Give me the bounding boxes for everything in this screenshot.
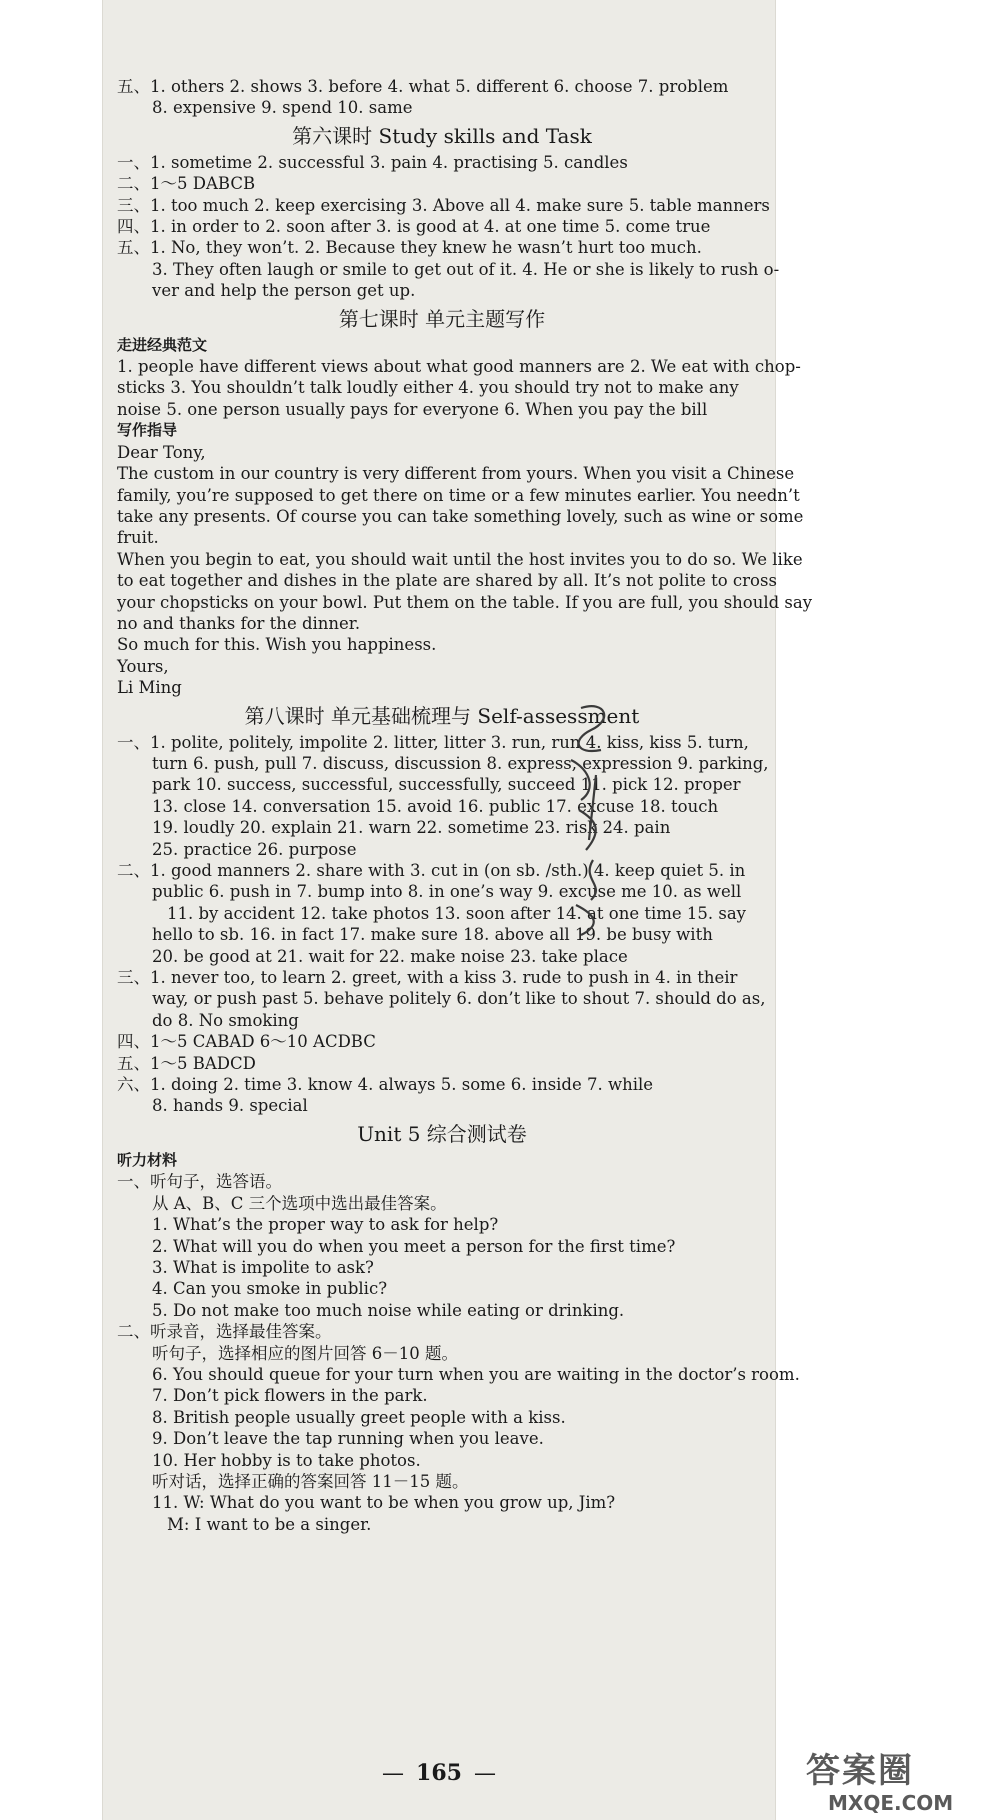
text-line: 一、1. polite, politely, impolite 2. litter, litter 3. run, run 4. kiss, kiss 5. turn, bbox=[117, 732, 749, 752]
text-line: 三、1. too much 2. keep exercising 3. Above all 4. make sure 5. table manners bbox=[117, 195, 770, 215]
text-line: public 6. push in 7. bump into 8. in one’s way 9. excuse me 10. as well bbox=[152, 882, 742, 902]
text-line: 11. W: What do you want to be when you grow up, Jim? bbox=[152, 1493, 616, 1513]
text-line: 3. They often laugh or smile to get out of it. 4. He or she is likely to rush o- bbox=[152, 259, 780, 279]
watermark-logo bbox=[766, 1744, 996, 1816]
sub-heading: 写作指导 bbox=[117, 421, 178, 440]
text-line: 五、1～5 BADCD bbox=[117, 1053, 256, 1073]
section-heading: 第六课时 Study skills and Task bbox=[292, 123, 592, 148]
text-line: 7. Don’t pick flowers in the park. bbox=[152, 1386, 428, 1406]
text-line: 4. Can you smoke in public? bbox=[152, 1279, 388, 1299]
text-line: 四、1～5 CABAD 6～10 ACDBC bbox=[117, 1032, 376, 1052]
page-number: — 165 — bbox=[382, 1760, 496, 1786]
text-line: family, you’re supposed to get there on time or a few minutes earlier. You needn’t bbox=[117, 485, 800, 505]
text-line: 二、听录音，选择最佳答案。 bbox=[117, 1322, 332, 1342]
text-line: The custom in our country is very different from yours. When you visit a Chinese bbox=[117, 464, 795, 484]
section-heading: 第八课时 单元基础梳理与 Self-assessment bbox=[244, 703, 640, 728]
text-line: your chopsticks on your bowl. Put them on the table. If you are full, you should say bbox=[117, 592, 813, 612]
text-line: do 8. No smoking bbox=[152, 1010, 299, 1030]
text-line: M: I want to be a singer. bbox=[167, 1514, 372, 1534]
text-line: noise 5. one person usually pays for everyone 6. When you pay the bill bbox=[117, 399, 708, 419]
text-line: take any presents. Of course you can take something lovely, such as wine or some bbox=[117, 506, 804, 526]
text-line: no and thanks for the dinner. bbox=[117, 613, 361, 633]
text-line: 10. Her hobby is to take photos. bbox=[152, 1450, 421, 1470]
text-line: 听对话，选择正确的答案回答 11－15 题。 bbox=[152, 1471, 469, 1491]
text-line: So much for this. Wish you happiness. bbox=[117, 635, 437, 655]
text-line: Dear Tony, bbox=[117, 442, 206, 462]
text-line: sticks 3. You shouldn’t talk loudly either 4. you should try not to make any bbox=[117, 378, 739, 398]
text-line: 20. be good at 21. wait for 22. make noise 23. take place bbox=[152, 946, 628, 966]
text-line: When you begin to eat, you should wait until the host invites you to do so. We like bbox=[117, 549, 803, 569]
text-line: 5. Do not make too much noise while eating or drinking. bbox=[152, 1300, 625, 1320]
text-line: 8. British people usually greet people with a kiss. bbox=[152, 1407, 566, 1427]
text-line: 11. by accident 12. take photos 13. soon after 14. at one time 15. say bbox=[167, 903, 747, 923]
text-line: 听句子，选择相应的图片回答 6－10 题。 bbox=[152, 1343, 458, 1363]
section-heading: 第七课时 单元主题写作 bbox=[338, 306, 546, 331]
text-line: 1. What’s the proper way to ask for help? bbox=[152, 1215, 499, 1235]
text-line: 三、1. never too, to learn 2. greet, with a kiss 3. rude to push in 4. in their bbox=[117, 968, 738, 988]
svg-text:MXQE.COM: MXQE.COM bbox=[828, 1791, 954, 1815]
text-line: 6. You should queue for your turn when you are waiting in the doctor’s room. bbox=[152, 1364, 800, 1384]
text-line: park 10. success, successful, successfully, succeed 11. pick 12. proper bbox=[152, 775, 741, 795]
text-line: 9. Don’t leave the tap running when you leave. bbox=[152, 1429, 544, 1449]
text-line: 二、1. good manners 2. share with 3. cut in (on sb. /sth.) 4. keep quiet 5. in bbox=[117, 861, 746, 880]
sub-heading: 听力材料 bbox=[117, 1150, 178, 1169]
text-line: to eat together and dishes in the plate are shared by all. It’s not polite to cross bbox=[117, 571, 777, 591]
text-line: turn 6. push, pull 7. discuss, discussion 8. express, expression 9. parking, bbox=[152, 753, 769, 773]
text-line: 2. What will you do when you meet a person for the first time? bbox=[152, 1236, 676, 1256]
text-line: 五、1. No, they won’t. 2. Because they knew he wasn’t hurt too much. bbox=[117, 238, 702, 258]
text-line: 8. hands 9. special bbox=[152, 1096, 308, 1116]
text-line: 一、听句子，选答语。 bbox=[117, 1172, 282, 1192]
text-line: hello to sb. 16. in fact 17. make sure 18. above all 19. be busy with bbox=[152, 925, 713, 945]
sub-heading: 走进经典范文 bbox=[117, 335, 208, 354]
text-line: 1. people have different views about what good manners are 2. We eat with chop- bbox=[117, 357, 801, 377]
section-heading: Unit 5 综合测试卷 bbox=[357, 1121, 527, 1146]
text-line: 3. What is impolite to ask? bbox=[152, 1257, 374, 1277]
book-page bbox=[103, 0, 813, 1820]
text-line: 一、1. sometime 2. successful 3. pain 4. practising 5. candles bbox=[117, 152, 628, 172]
text-line: Li Ming bbox=[117, 678, 182, 698]
text-line: 13. close 14. conversation 15. avoid 16. public 17. excuse 18. touch bbox=[152, 796, 719, 816]
text-line: 四、1. in order to 2. soon after 3. is good at 4. at one time 5. come true bbox=[117, 217, 711, 237]
text-line: 19. loudly 20. explain 21. warn 22. sometime 23. risk 24. pain bbox=[152, 818, 671, 838]
text-line: fruit. bbox=[117, 528, 159, 548]
text-line: ver and help the person get up. bbox=[152, 281, 416, 301]
text-line: 8. expensive 9. spend 10. same bbox=[152, 98, 413, 118]
text-line: 从 A、B、C 三个选项中选出最佳答案。 bbox=[152, 1193, 447, 1213]
text-line: way, or push past 5. behave politely 6. don’t like to shout 7. should do as, bbox=[152, 989, 766, 1009]
text-line: 五、1. others 2. shows 3. before 4. what 5. different 6. choose 7. problem bbox=[117, 77, 729, 96]
text-line: 六、1. doing 2. time 3. know 4. always 5. some 6. inside 7. while bbox=[117, 1075, 654, 1095]
text-line: Yours, bbox=[117, 656, 169, 676]
answer-text-body bbox=[117, 76, 813, 1535]
text-line: 25. practice 26. purpose bbox=[152, 839, 357, 859]
text-line: 二、1～5 DABCB bbox=[117, 174, 256, 194]
svg-text:答案圈: 答案圈 bbox=[806, 1751, 914, 1791]
